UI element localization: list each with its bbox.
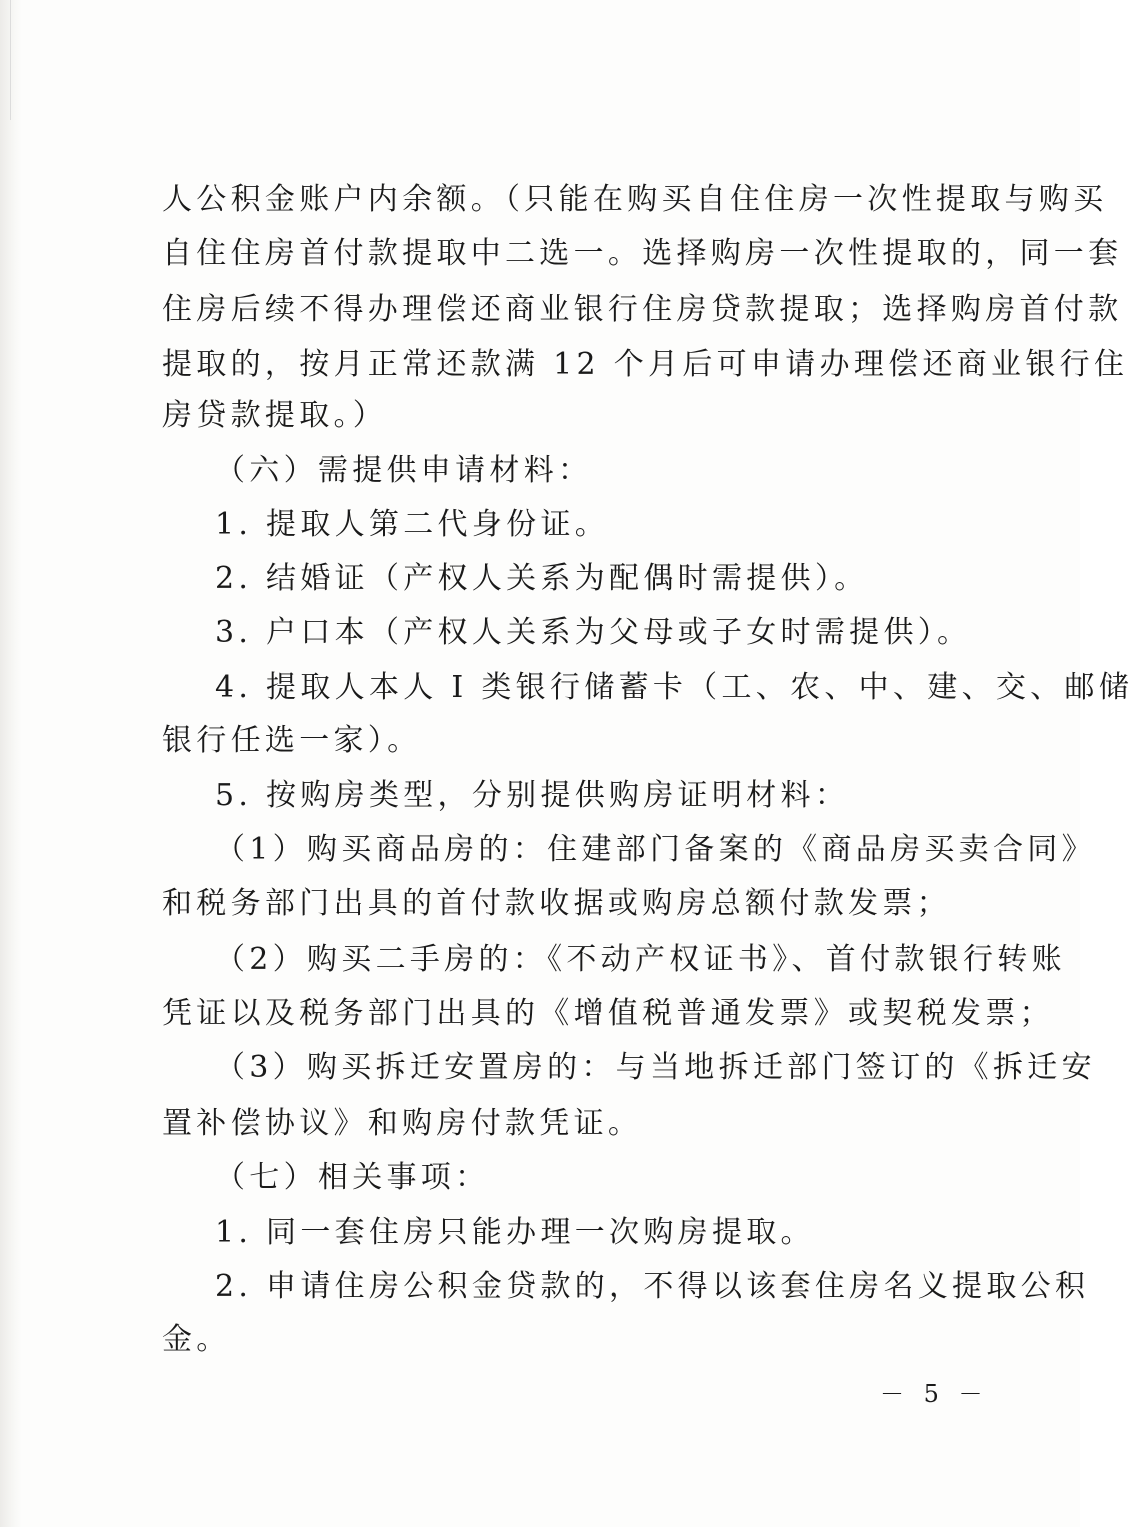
page-number: － 5 － <box>880 1380 989 1408</box>
text-line-3: 住房后续不得办理偿还商业银行住房贷款提取；选择购房首付款 <box>162 292 1123 327</box>
materials-item-5: 5. 按购房类型，分别提供购房证明材料： <box>215 778 850 813</box>
materials-item-5-1-cont: 和税务部门出具的首付款收据或购房总额付款发票； <box>162 886 951 921</box>
materials-item-5-3: （3）购买拆迁安置房的：与当地拆迁部门签订的《拆迁安 <box>215 1050 1096 1085</box>
notes-item-2-cont: 金。 <box>162 1322 231 1357</box>
section-seven-heading: （七）相关事项： <box>215 1160 490 1195</box>
materials-item-4-cont: 银行任选一家）。 <box>162 723 422 758</box>
materials-item-5-1: （1）购买商品房的：住建部门备案的《商品房买卖合同》 <box>215 832 1096 867</box>
materials-item-5-2-cont: 凭证以及税务部门出具的《增值税普通发票》或契税发票； <box>162 996 1054 1031</box>
scan-fold-mark <box>10 0 11 120</box>
text-line-4: 提取的，按月正常还款满 12 个月后可申请办理偿还商业银行住 <box>162 347 1129 382</box>
section-six-heading: （六）需提供申请材料： <box>215 453 593 488</box>
materials-item-2: 2. 结婚证（产权人关系为配偶时需提供）。 <box>215 561 869 596</box>
scan-edge <box>0 0 22 1527</box>
materials-item-5-3-cont: 置补偿协议》和购房付款凭证。 <box>162 1106 643 1141</box>
text-line-5: 房贷款提取。） <box>162 398 388 433</box>
materials-item-1: 1. 提取人第二代身份证。 <box>215 507 610 542</box>
materials-item-4: 4. 提取人本人 I 类银行储蓄卡（工、农、中、建、交、邮储 <box>215 670 1133 705</box>
notes-item-1: 1. 同一套住房只能办理一次购房提取。 <box>215 1215 815 1250</box>
materials-item-5-2: （2）购买二手房的：《不动产权证书》、首付款银行转账 <box>215 942 1066 977</box>
text-line-2: 自住住房首付款提取中二选一。选择购房一次性提取的，同一套 <box>162 236 1123 271</box>
materials-item-3: 3. 户口本（产权人关系为父母或子女时需提供）。 <box>215 615 972 650</box>
text-line-1: 人公积金账户内余额。（只能在购买自住住房一次性提取与购买 <box>162 182 1108 217</box>
notes-item-2: 2. 申请住房公积金贷款的，不得以该套住房名义提取公积 <box>215 1269 1090 1304</box>
